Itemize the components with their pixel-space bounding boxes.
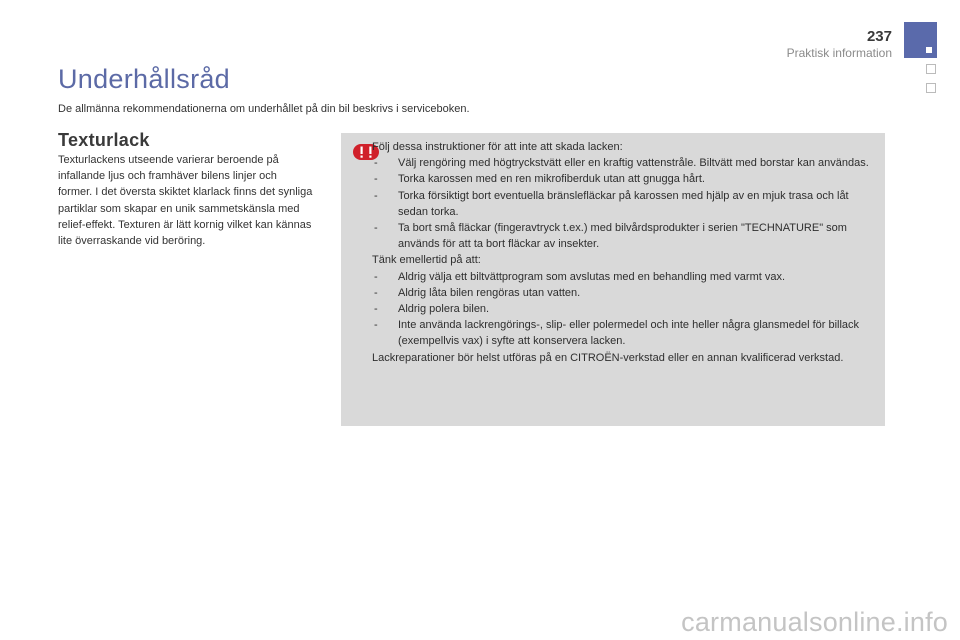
tab-marker-icon xyxy=(926,47,932,53)
section-name: Praktisk information xyxy=(786,46,892,60)
watermark: carmanualsonline.info xyxy=(681,607,948,637)
note-item: - Aldrig välja ett biltvättprogram som avslutas med en behandling med varmt vax. xyxy=(372,269,874,285)
warning-item: - Torka försiktigt bort eventuella bränslefläckar på karossen med hjälp av en mjuk trasa och låt sedan torka. xyxy=(372,188,874,220)
note-list xyxy=(372,269,874,350)
warning-content xyxy=(372,139,874,366)
warning-list xyxy=(372,155,874,252)
section-tab[interactable] xyxy=(926,83,936,93)
warning-item: - Ta bort små fläckar (fingeravtryck t.ex.) med bilvårdsprodukter i serien "TECHNATURE" som används för att ta bort fläckar av insekter. xyxy=(372,220,874,252)
note-item: - Aldrig låta bilen rengöras utan vatten. xyxy=(372,285,874,301)
section-tab[interactable] xyxy=(926,64,936,74)
page-title: Underhållsråd xyxy=(58,64,230,94)
warning-box xyxy=(341,133,885,426)
texture-title: Texturlack xyxy=(58,130,150,150)
section-tab-active[interactable] xyxy=(904,22,937,58)
note-intro: Tänk emellertid på att: xyxy=(372,254,481,267)
warning-item: - Välj rengöring med högtryckstvätt eller en kraftig vattenstråle. Biltvätt med borstar kan användas. xyxy=(372,155,874,171)
intro-text: De allmänna rekommendationerna om underhållet på din bil beskrivs i serviceboken. xyxy=(58,103,470,115)
note-item: - Aldrig polera bilen. xyxy=(372,301,874,317)
warning-intro: Följ dessa instruktioner för att inte att skada lacken: xyxy=(372,141,623,153)
warning-item: - Torka karossen med en ren mikrofiberduk utan att gnugga hårt. xyxy=(372,171,874,187)
page-number: 237 xyxy=(866,28,892,45)
note-item: - Inte använda lackrengörings-, slip- eller polermedel och inte heller några glansmedel för billack (exempellvis vax) i syfte att konservera lacken. xyxy=(372,317,874,349)
closing-text: Lackreparationer bör helst utföras på en CITROËN-verkstad eller en annan kvalificerad verkstad. xyxy=(372,351,844,364)
texture-body: Texturlackens utseende varierar beroende på infallande ljus och framhäver bilens linjer och former. I det översta skiktet klarlack finns det synliga partiklar som skapar en unik sammetskänsla med relief-effekt. Texturen är lätt kornig vilket kan kännas lite överraskande vid beröring. xyxy=(58,154,313,248)
